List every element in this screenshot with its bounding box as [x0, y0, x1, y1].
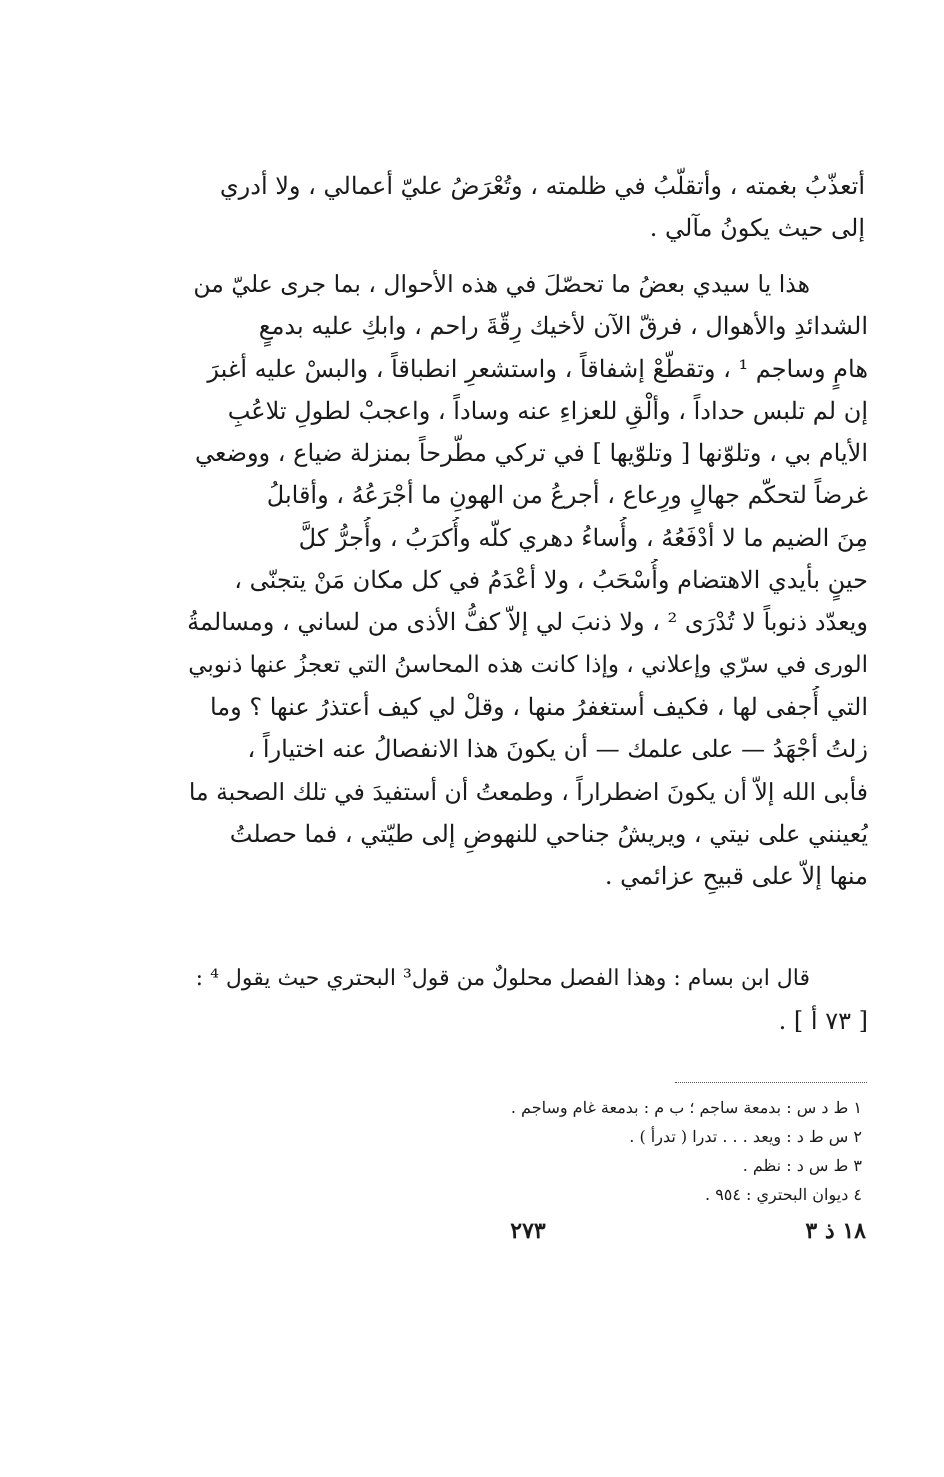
printer-signature: ١٨ ذ ٣	[805, 1218, 866, 1244]
text-line: غرضاً لتحكّم جهالٍ ورِعاع ، أجرعُ من الهونِ ما أجْرَعُهُ ، وأقابلُ	[266, 481, 868, 510]
footnotes	[400, 1093, 862, 1209]
page-number: ٢٧٣	[510, 1218, 546, 1244]
footnote: ٤ ديوان البحتري : ٩٥٤ .	[705, 1185, 862, 1204]
paragraph-3	[190, 958, 868, 1042]
paragraph-1	[190, 165, 865, 249]
text-line: الشدائدِ والأهوال ، فرقّ الآن لأخيك رِقّةَ راحم ، وابكِ عليه بدمعٍ	[258, 312, 868, 341]
text-line: مِنَ الضيم ما لا أدْفَعُهُ ، وأُساءُ دهري كلّه وأُكرَبُ ، وأُجرُّ كلَّ	[298, 523, 868, 552]
footnote: ٢ س ط د : ويعد . . . تدرا ( تدرأ ) .	[629, 1127, 862, 1146]
text-line: قال ابن بسام : وهذا الفصل محلولٌ من قول³ البحتري حيث يقول ⁴ :	[195, 966, 810, 991]
text-line: هذا يا سيدي بعضُ ما تحصّلَ في هذه الأحوال ، بما جرى عليّ من	[193, 270, 810, 298]
text-line: هامٍ وساجم ¹ ، وتقطّعْ إشفاقاً ، واستشعرِ انطباقاً ، والبسْ عليه أغبرَ	[207, 354, 868, 383]
text-line: يُعينني على نيتي ، ويريشُ جناحي للنهوضِ إلى طيّتي ، فما حصلتُ	[229, 819, 868, 848]
text-line: إلى حيث يكونُ مآلي .	[649, 214, 865, 242]
paragraph-2	[186, 263, 868, 897]
footnote: ٣ ط س د : نظم .	[742, 1156, 862, 1175]
text-line: ويعدّد ذنوباً لا تُدْرَى ² ، ولا ذنبَ لي إلاّ كفُّ الأذى من لساني ، ومسالمةُ	[187, 608, 868, 637]
text-line: إن لم تلبس حداداً ، وألْقِ للعزاءِ عنه وساداً ، واعجبْ لطولِ تلاعُبِ	[227, 396, 868, 425]
text-line: التي أُجفى لها ، فكيف أستغفرُ منها ، وقلْ لي كيف أعتذرُ عنها ؟ وما	[209, 692, 868, 721]
text-line: [ ٧٣ أ ] .	[778, 1007, 868, 1035]
text-line: زلتُ أجْهَدُ — على علمك — أن يكونَ هذا الانفصالُ عنه اختياراً ،	[247, 735, 868, 764]
text-line: فأبى الله إلاّ أن يكونَ اضطراراً ، وطمعتُ أن أستفيدَ في تلك الصحبة ما	[188, 777, 868, 806]
text-line: أتعذّبُ بغمته ، وأتقلّبُ في ظلمته ، وتُعْرَضُ عليّ أعمالي ، ولا أدري	[219, 172, 865, 200]
text-line: الورى في سرّي وإعلاني ، وإذا كانت هذه المحاسنُ التي تعجزُ عنها ذنوبي	[188, 651, 868, 678]
text-line: منها إلاّ على قبيحِ عزائمي .	[604, 862, 868, 891]
text-line: الأيام بي ، وتلوّنها [ وتلوّيها ] في تركي مطّرحاً بمنزلة ضياع ، ووضعي	[195, 439, 868, 468]
text-line: حينٍ بأيدي الاهتضام وأُسْحَبُ ، ولا أعْدَمُ في كل مكان مَنْ يتجنّى ،	[234, 566, 868, 595]
footnote: ١ ط د س : بدمعة ساجم ؛ ب م : بدمعة غام وساجم .	[510, 1098, 862, 1117]
footnote-separator	[675, 1082, 867, 1083]
